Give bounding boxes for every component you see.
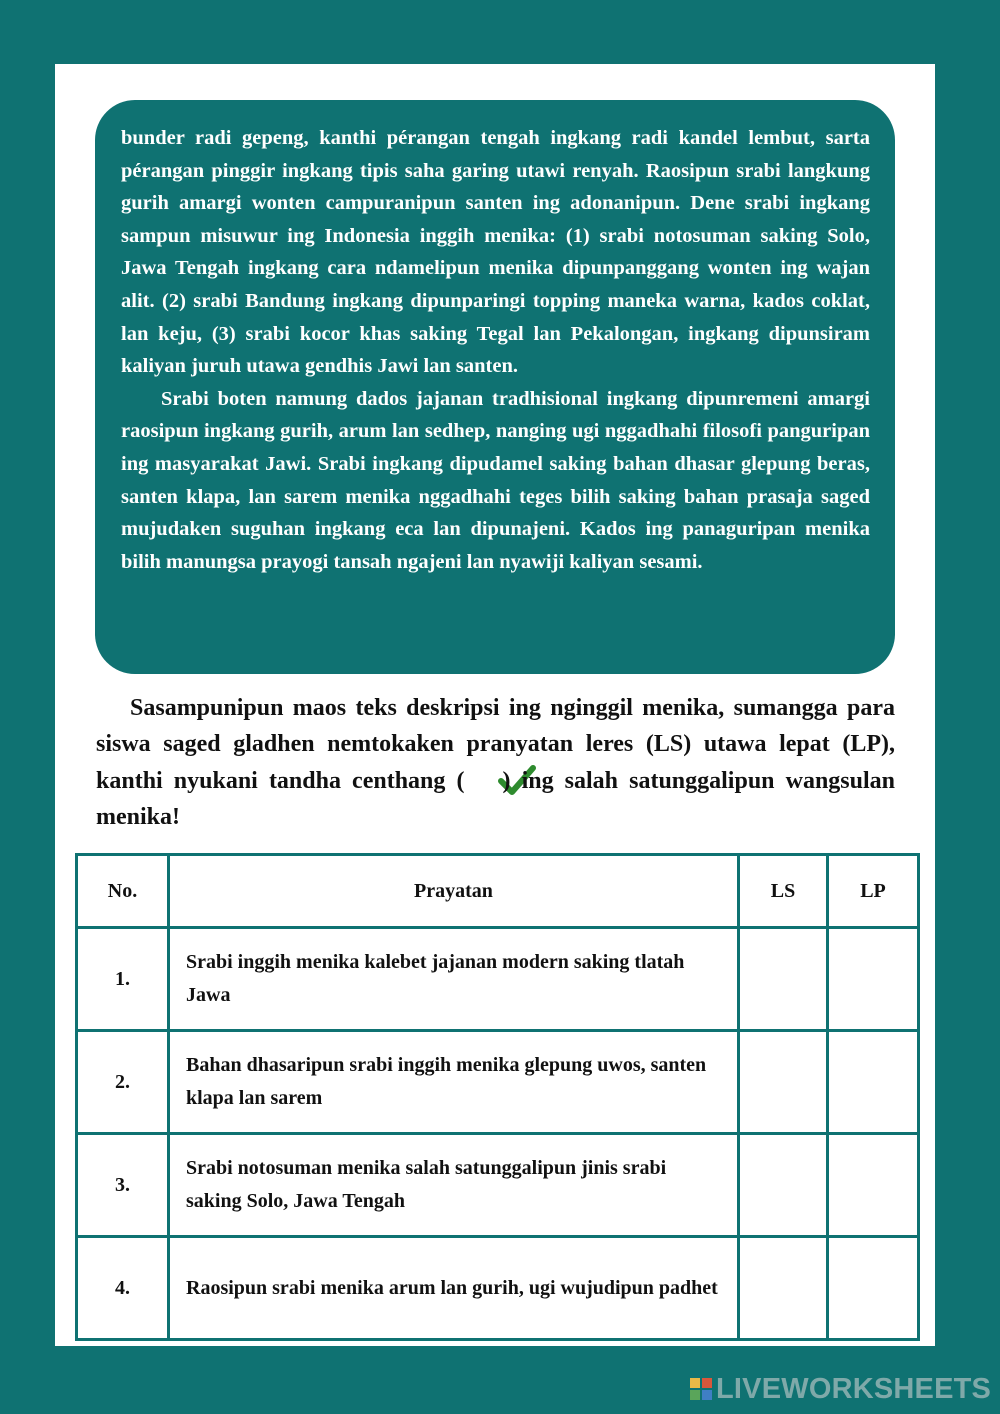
worksheet-page [55,64,935,1346]
table-row [77,928,919,1031]
header-lp: LP [828,855,919,928]
liveworksheets-branding[interactable] [690,1374,991,1404]
instruction-text [96,690,895,836]
answer-cell-lp[interactable] [828,1134,919,1237]
row-statement: Raosipun srabi menika arum lan gurih, ugi wujudipun padhet [169,1237,739,1340]
row-number: 2. [77,1031,169,1134]
instruction-text-end: ) ing salah satunggalipun wangsulan menika! [96,767,895,831]
passage-paragraph-2: Srabi boten namung dados jajanan tradhisional ingkang dipunremeni amargi raosipun ingkang gurih, arum lan sedhep, nanging ugi nggadhahi filosofi panguripan ing masyarakat Jawi. Srabi ingkang dipudamel saking bahan dhasar glepung beras, santen klapa, lan sarem menika nggadhahi teges bilih saking bahan prasaja saged mujudaken suguhan ingkang eca lan dipunajeni. Kados ing panaguripan menika bilih manungsa prayogi tansah ngajeni lan nyawiji kaliyan sesami. [121,387,870,573]
row-number: 3. [77,1134,169,1237]
passage-paragraph-1: bunder radi gepeng, kanthi pérangan tengah ingkang radi kandel lembut, sarta pérangan pinggir ingkang tipis saha garing utawi renyah. Raosipun srabi langkung gurih amargi wonten campuranipun santen ing adonanipun. Dene srabi ingkang sampun misuwur ing Indonesia inggih menika: (1) srabi notosuman saking Solo, Jawa Tengah ingkang cara ndamelipun menika dipunpanggang wonten ing wajan alit. (2) srabi Bandung ingkang dipunparingi topping maneka warna, kados coklat, lan keju, (3) srabi kocor khas saking Tegal lan Pekalongan, ingkang dipunsiram kaliyan juruh utawa gendhis Jawi lan santen. [121,127,870,378]
row-statement: Bahan dhasaripun srabi inggih menika glepung uwos, santen klapa lan sarem [169,1031,739,1134]
row-statement: Srabi inggih menika kalebet jajanan modern saking tlatah Jawa [169,928,739,1031]
liveworksheets-label: LIVEWORKSHEETS [716,1372,992,1405]
answer-cell-lp[interactable] [828,1237,919,1340]
answer-cell-ls[interactable] [739,928,828,1031]
row-statement: Srabi notosuman menika salah satunggalipun jinis srabi saking Solo, Jawa Tengah [169,1134,739,1237]
table-row [77,1031,919,1134]
statement-table-wrapper [75,853,920,1341]
instruction-text-start: Sasampunipun maos teks deskripsi ing nginggil menika, sumangga para siswa saged gladhen nemtokaken pranyatan leres (LS) utawa lepat (LP), kanthi nyukani tandha centhang ( [96,695,895,794]
answer-cell-ls[interactable] [739,1237,828,1340]
answer-cell-ls[interactable] [739,1134,828,1237]
answer-cell-ls[interactable] [739,1031,828,1134]
header-ls: LS [739,855,828,928]
row-number: 4. [77,1237,169,1340]
description-text-box [95,100,895,674]
table-header-row [77,855,919,928]
checkmark-icon [464,764,502,796]
row-number: 1. [77,928,169,1031]
liveworksheets-logo-icon [690,1378,712,1400]
statement-table [75,853,920,1341]
answer-cell-lp[interactable] [828,928,919,1031]
table-row [77,1237,919,1340]
header-statement: Prayatan [169,855,739,928]
answer-cell-lp[interactable] [828,1031,919,1134]
table-row [77,1134,919,1237]
header-no: No. [77,855,169,928]
